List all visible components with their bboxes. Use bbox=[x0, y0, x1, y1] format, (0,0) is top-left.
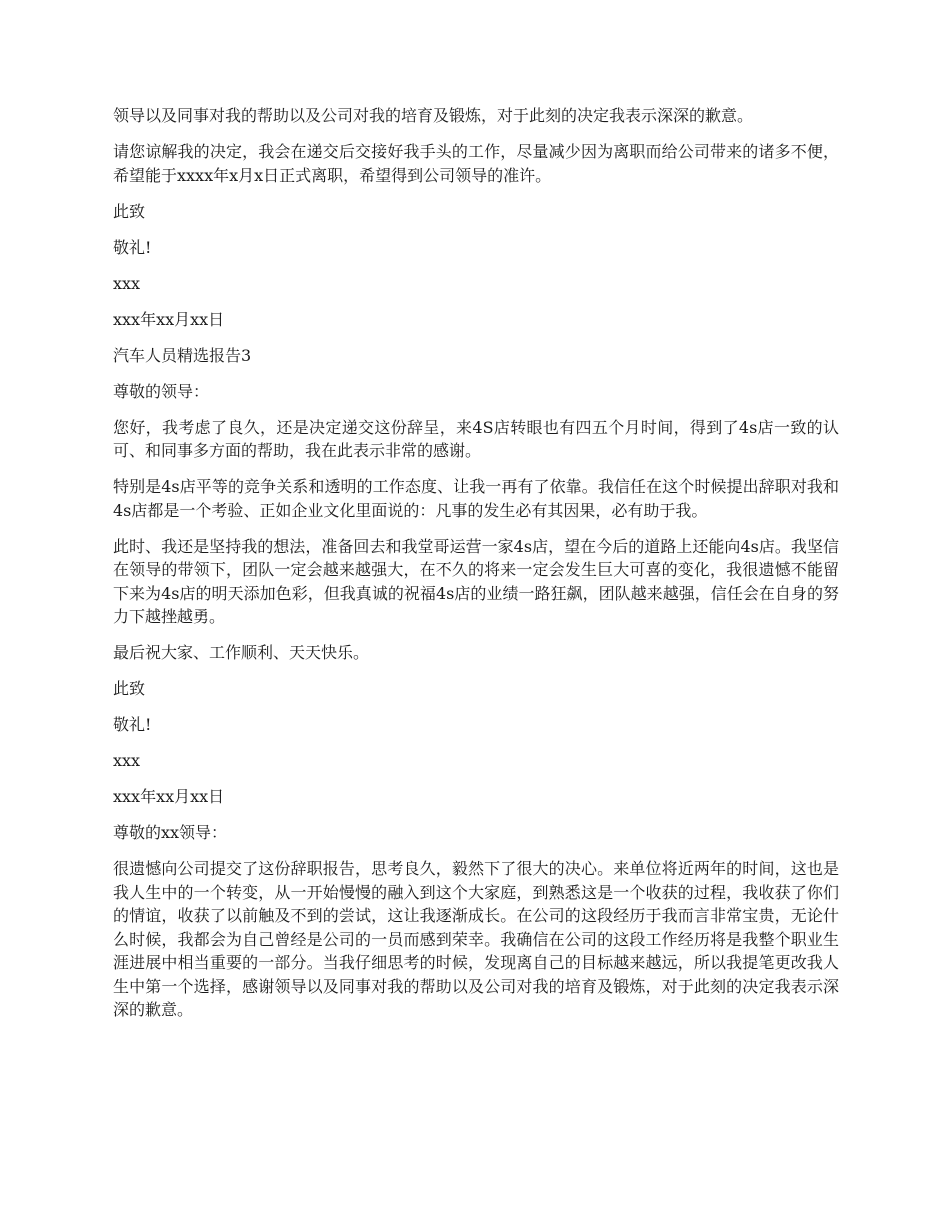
closing-salutation: 此致 bbox=[113, 201, 146, 221]
greeting: 尊敬的领导： bbox=[113, 381, 210, 401]
closing-salutation: 此致 bbox=[113, 679, 146, 698]
paragraph-gratitude: 特别是4s店平等的竞争关系和透明的工作态度、让我一再有了依靠。我信任在这个时候提出辞职对我和4s店都是一个考验、正如企业文化里面说的：凡事的发生必有其因果，必有助于我。 bbox=[113, 477, 839, 520]
signature-name: xxx bbox=[113, 751, 141, 770]
greeting: 尊敬的xx领导： bbox=[113, 823, 228, 842]
signature-date: xxx年xx月xx日 bbox=[113, 309, 225, 329]
paragraph-resignation-body: 很遗憾向公司提交了这份辞职报告，思考良久，毅然下了很大的决心。来单位将近两年的时间，这也是我人生中的一个转变，从一开始慢慢的融入到这个大家庭，到熟悉这是一个收获的过程，我收获了你们的情谊，收获了以前触及不到的尝试，这让我逐渐成长。在公司的这段经历于我而言非常宝贵，无论什么时候，我都会为自己曾经是公司的一员而感到荣幸。我确信在公司的这段工作经历将是我整个职业生涯进展中相当重要的一部分。当我仔细思考的时候，发现离自己的目标越来越远，所以我提笔更改我人生中第一个选择，感谢领导以及同事对我的帮助以及公司对我的培育及锻炼，对于此刻的决定我表示深深的歉意。 bbox=[113, 859, 839, 1019]
section-heading-report-3: 汽车人员精选报告3 bbox=[113, 345, 252, 365]
paragraph-intro: 您好，我考虑了良久，还是决定递交这份辞呈，来4S店转眼也有四五个月时间，得到了4s店一致的认可、和同事多方面的帮助，我在此表示非常的感谢。 bbox=[113, 417, 839, 460]
paragraph-continuation-apology: 领导以及同事对我的帮助以及公司对我的培育及锻炼，对于此刻的决定我表示深深的歉意。 bbox=[113, 106, 754, 125]
paragraph-handover-request: 请您谅解我的决定，我会在递交后交接好我手头的工作，尽量减少因为离职而给公司带来的诸多不便，希望能于xxxx年x月x日正式离职，希望得到公司领导的准许。 bbox=[113, 142, 839, 185]
paragraph-wishes: 最后祝大家、工作顺利、天天快乐。 bbox=[113, 643, 370, 662]
paragraph-plans: 此时、我还是坚持我的想法，准备回去和我堂哥运营一家4s店，望在今后的道路上还能向4s店。我坚信在领导的带领下，团队一定会越来越强大，在不久的将来一定会发生巨大可喜的变化，我很遗憾不能留下来为4s店的明天添加色彩，但我真诚的祝福4s店的业绩一路狂飙，团队越来越强，信任会在自身的努力下越挫越勇。 bbox=[113, 536, 839, 626]
signature-name: xxx bbox=[113, 273, 141, 293]
signature-date: xxx年xx月xx日 bbox=[113, 787, 225, 806]
closing-regards: 敬礼! bbox=[113, 237, 152, 257]
closing-regards: 敬礼! bbox=[113, 715, 152, 734]
document-body bbox=[113, 104, 839, 1034]
